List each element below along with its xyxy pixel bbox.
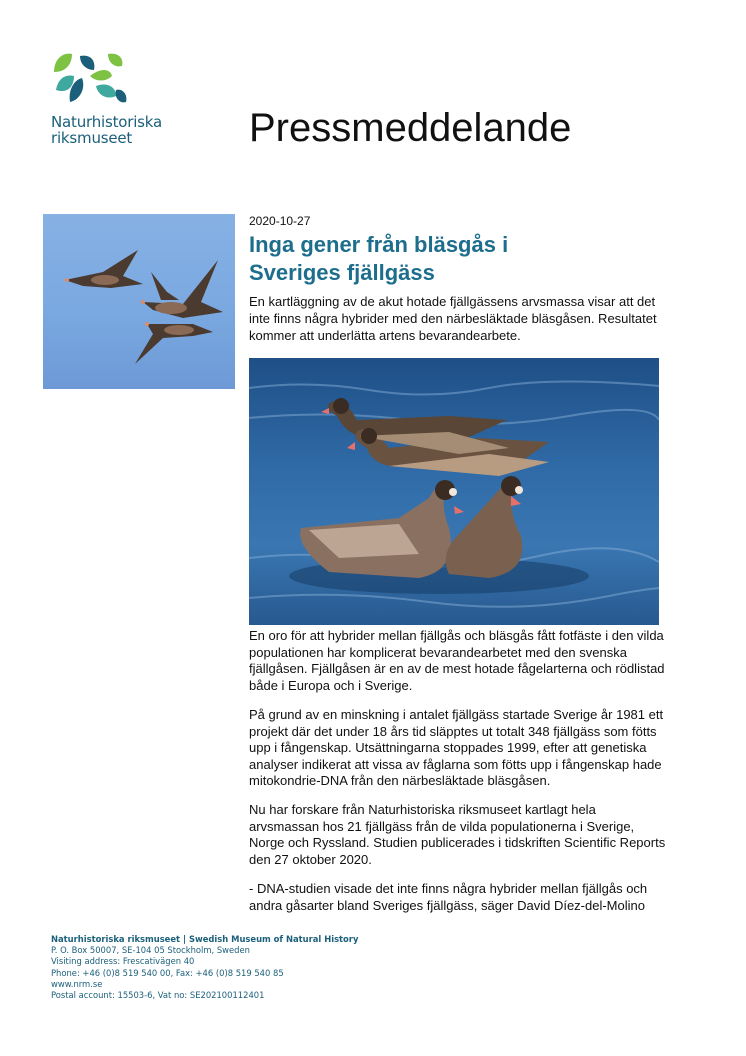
- swimming-geese-photo: [249, 358, 659, 625]
- footer-postal-account: Postal account: 15503-6, Vat no: SE202100112401: [51, 990, 265, 1001]
- publication-date: 2020-10-27: [249, 214, 311, 228]
- footer-website-link[interactable]: www.nrm.se: [51, 978, 103, 989]
- article-paragraph: En oro för att hybrider mellan fjällgås och bläsgås fått fotfäste i den vilda populationen har komplicerat bevarandearbetet med den svenska fjällgåsen. Fjällgåsen är en av de mest hotade fågelarterna och rödlistad både i Europa och i Sverige.: [249, 628, 665, 693]
- footer-contact-block: [51, 934, 358, 1001]
- footer-org-name: Naturhistoriska riksmuseet | Swedish Museum of Natural History: [51, 934, 359, 944]
- footer-phone: Phone: +46 (0)8 519 540 00, Fax: +46 (0)8 519 540 85: [51, 967, 284, 978]
- logo-name-line1: Naturhistoriska: [51, 113, 163, 131]
- museum-logo-icon: [50, 50, 130, 106]
- flying-geese-photo: [43, 214, 235, 389]
- museum-logo-wordmark: [51, 114, 162, 146]
- article-lead: En kartläggning av de akut hotade fjällgässens arvsmassa visar att det inte finns några hybrider med den närbesläktade bläsgåsen. Resultatet kommer att underlätta artens bevarandearbete.: [249, 294, 657, 343]
- article-paragraph: - DNA-studien visade det inte finns några hybrider mellan fjällgås och andra gåsarter bland Sveriges fjällgäss, säger David Díez-del-Molino: [249, 881, 648, 913]
- footer-address: P. O. Box 50007, SE-104 05 Stockholm, Sweden: [51, 945, 250, 956]
- logo-name-line2: riksmuseet: [51, 129, 133, 147]
- article-paragraph: På grund av en minskning i antalet fjällgäss startade Sverige år 1981 ett projekt där det under 18 års tid släpptes ut totalt 348 fjällgäss som fötts upp i fångenskap. Utsättningarna stoppades 1999, efter att genetiska analyser indikerat att vissa av fåglarna som fötts upp i fångenskap hade mitokondrie-DNA från den närbesläktade bläsgåsen.: [249, 707, 664, 788]
- footer-visiting-address: Visiting address: Frescativägen 40: [51, 956, 195, 967]
- article-paragraph: Nu har forskare från Naturhistoriska riksmuseet kartlagt hela arvsmassan hos 21 fjällgäss från de vilda populationerna i Sverige, Norge och Ryssland. Studien publicerades i tidskriften Scientific Reports den 27 oktober 2020.: [249, 802, 666, 867]
- article-headline: Inga gener från bläsgås i Sveriges fjällgäss: [249, 232, 509, 285]
- document-type-title: Pressmeddelande: [249, 106, 572, 150]
